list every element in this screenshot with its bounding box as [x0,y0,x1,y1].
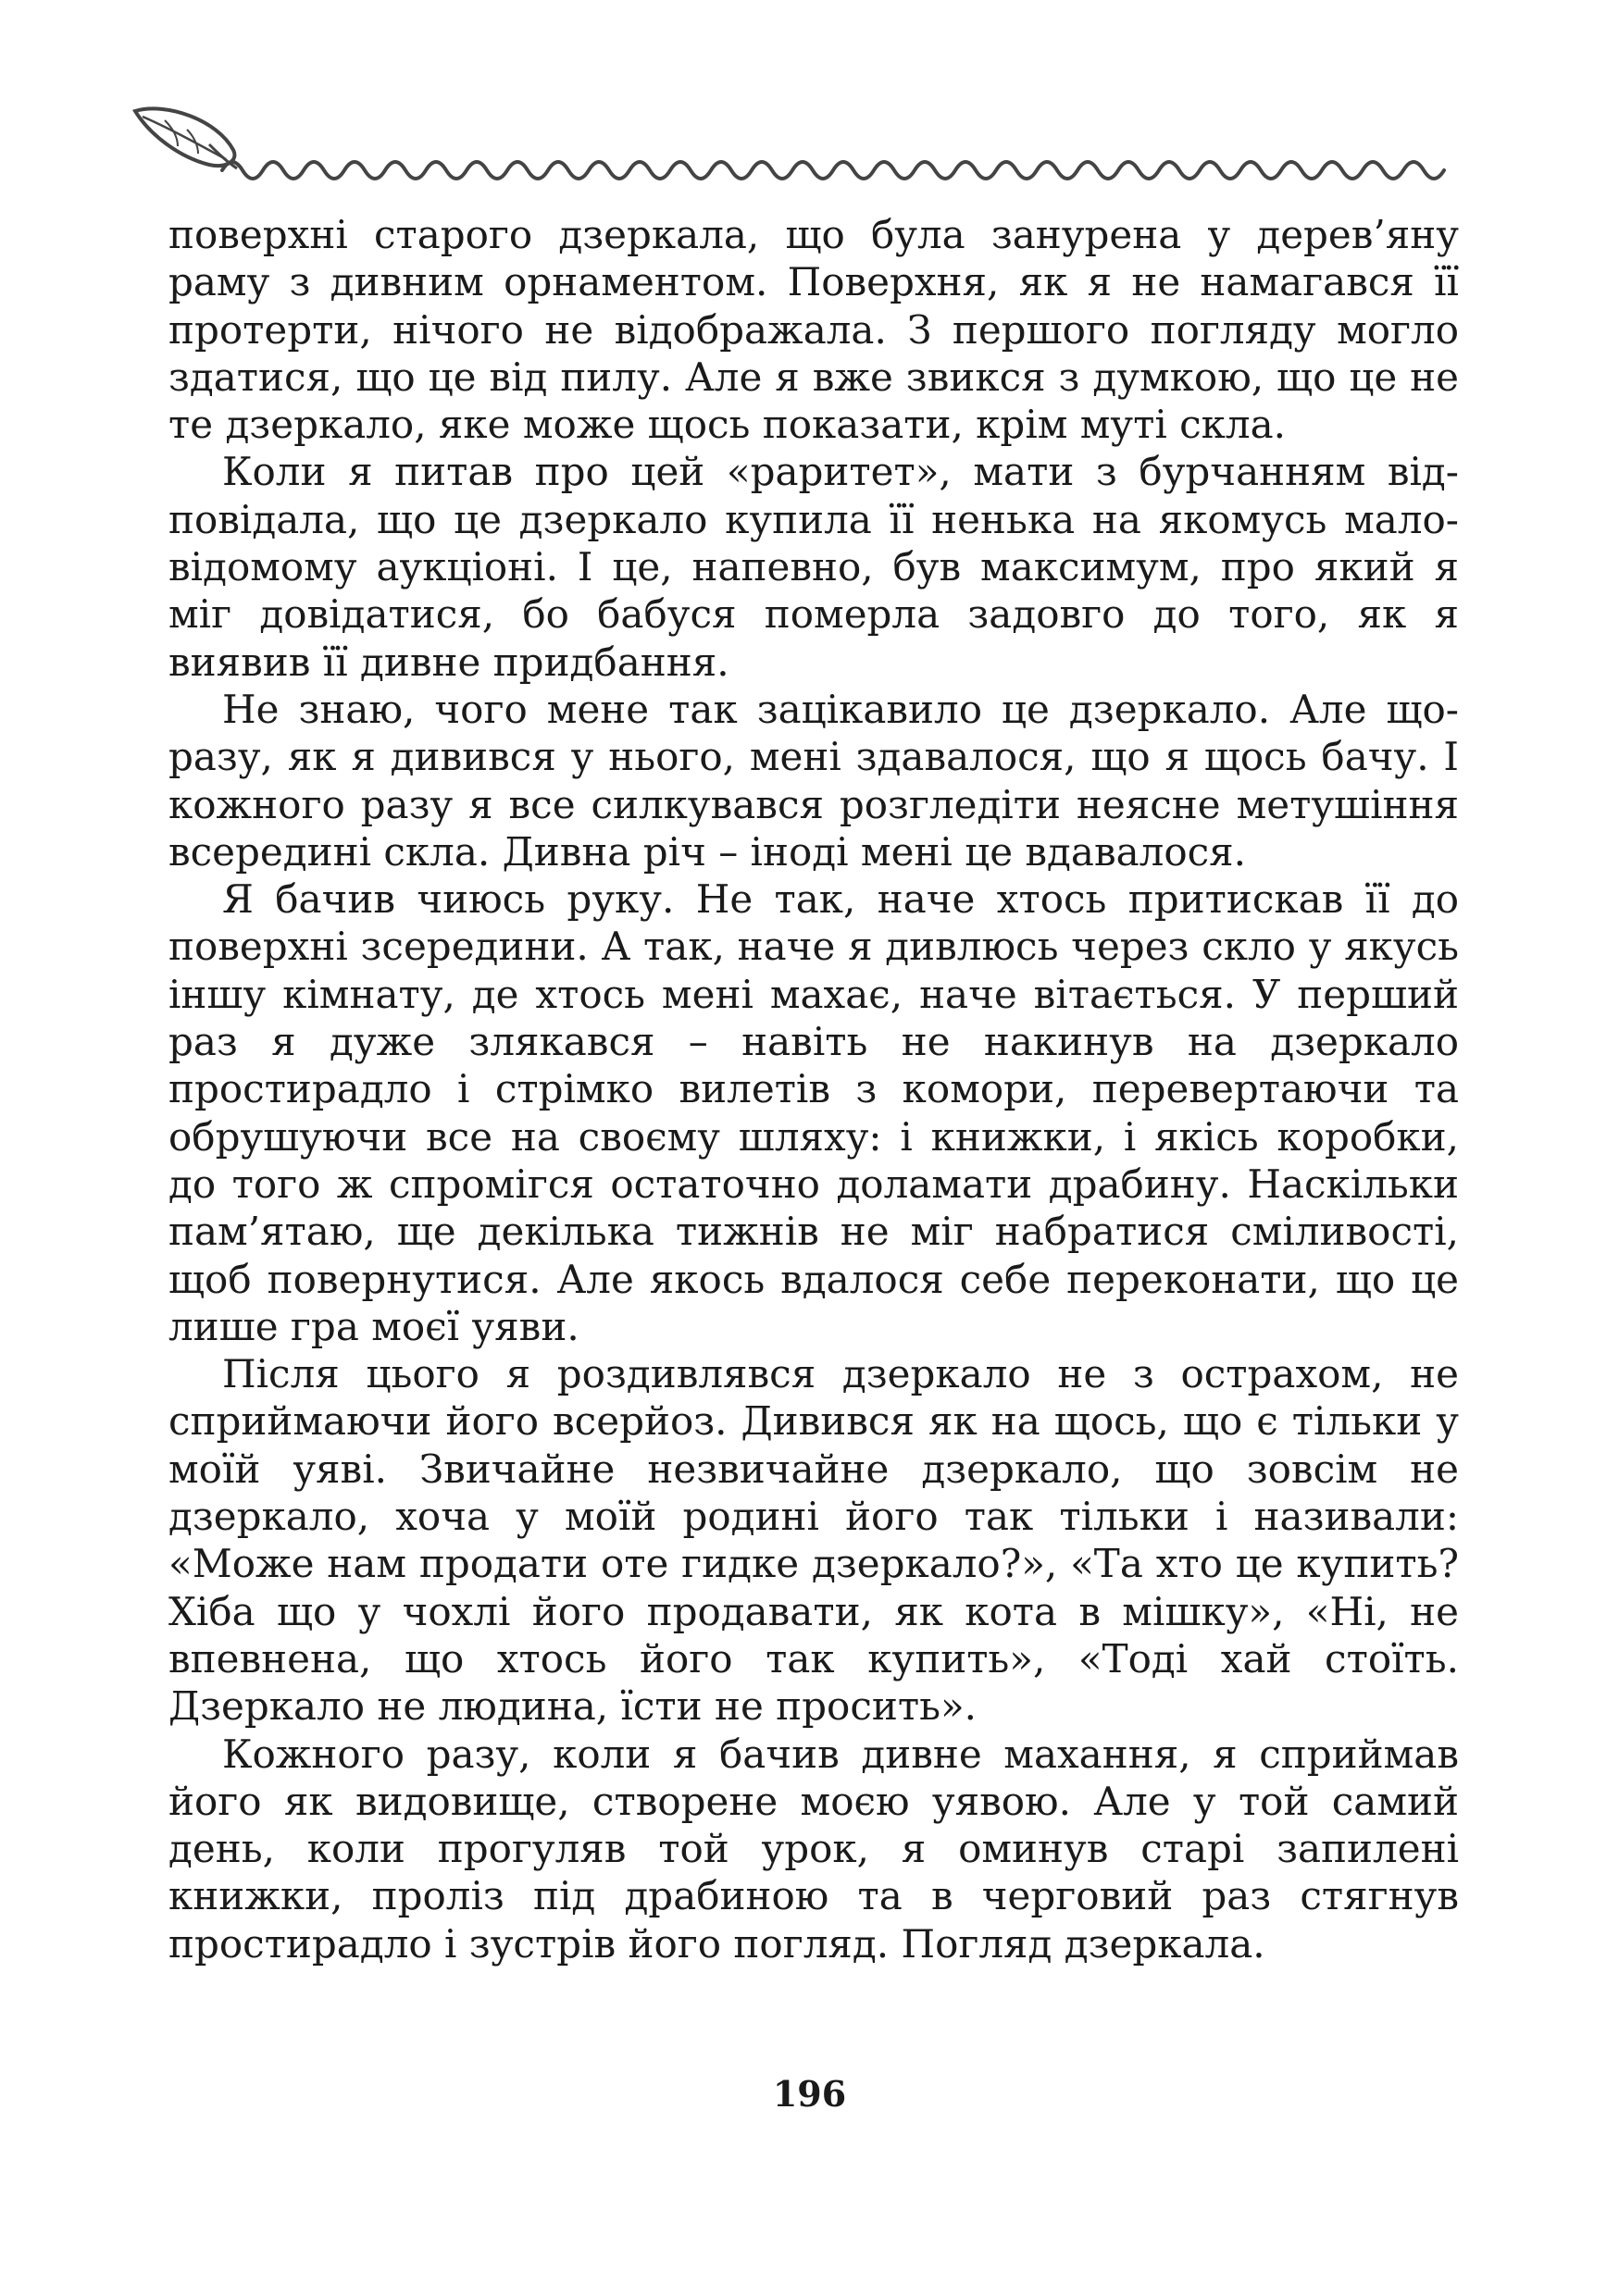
paragraph-1: поверхні старого дзеркала, що була занурена у дерев’яну раму з дивним орнаментом. Поверхня, як я не намагався її протерти, нічого не відображала. З першого погляду могло здатися, що це від пилу. Але я вже звикся з думкою, що це не те дзеркало, яке може щось показати, крім муті скла. [168,212,1459,448]
paragraph-4: Я бачив чиюсь руку. Не так, наче хтось притискав її до поверхні зсередини. А так, наче я дивлюсь через скло у якусь іншу кімнату, де хтось мені махає, наче вітається. У перший раз я дуже злякався – навіть не накинув на дзеркало простирадло і стрімко вилетів з комори, перевертаючи та обрушуючи все на своєму шляху: і книжки, і якісь коробки, до того ж спромігся остаточно доламати драбину. Наскільки пам’ятаю, ще декілька тижнів не міг набратися сміливості, щоб повернутися. Але якось вдалося себе переконати, що це лише гра моєї уяви. [168,876,1459,1349]
paragraph-6: Кожного разу, коли я бачив дивне махання, я сприймав його як видовище, створене моєю уявою. Але у той самий день, коли прогуляв той урок, я оминув старі запилені книжки, проліз під драбиною та в черговий раз стягнув простирадло і зустрів його погляд. Погляд дзеркала. [168,1731,1459,1967]
wavy-line [222,162,1444,179]
paragraph-5: Після цього я роздивлявся дзеркало не з острахом, не сприймаючи його всерйоз. Дивився як на щось, що є тільки у моїй уяві. Звичайне незвичайне дзеркало, що зовсім не дзеркало, хоча у моїй родині його так тільки і називaли: «Може нам продати оте гидке дзеркало?», «Та хто це купить? Хіба що у чохлі його продавати, як кота в мішку», «Ні, не впевнена, що хтось його так купить», «Тоді хай стоїть. Дзеркало не людина, їсти не просить». [168,1351,1459,1730]
page-number: 196 [772,2073,847,2115]
body-text [168,211,1459,1967]
paragraph-2: Коли я питав про цей «раритет», мати з бурчанням відповідала, що це дзеркало купила її ненька на якомусь маловідомому аукціоні. І це, напевно, був максимум, про який я міг довідатися, бо бабуся померла задовго до того, як я виявив її дивне придбання. [168,449,1459,685]
header-ornament [130,93,1463,194]
quill-feather-icon [135,108,237,168]
paragraph-3: Не знаю, чого мене так зацікавило це дзеркало. Але щоразу, як я дивився у нього, мені здавалося, що я щось бачу. І кожного разу я все силкувався розгледіти неясне метушіння всередині скла. Дивна річ – іноді мені це вдавалося. [168,686,1459,875]
